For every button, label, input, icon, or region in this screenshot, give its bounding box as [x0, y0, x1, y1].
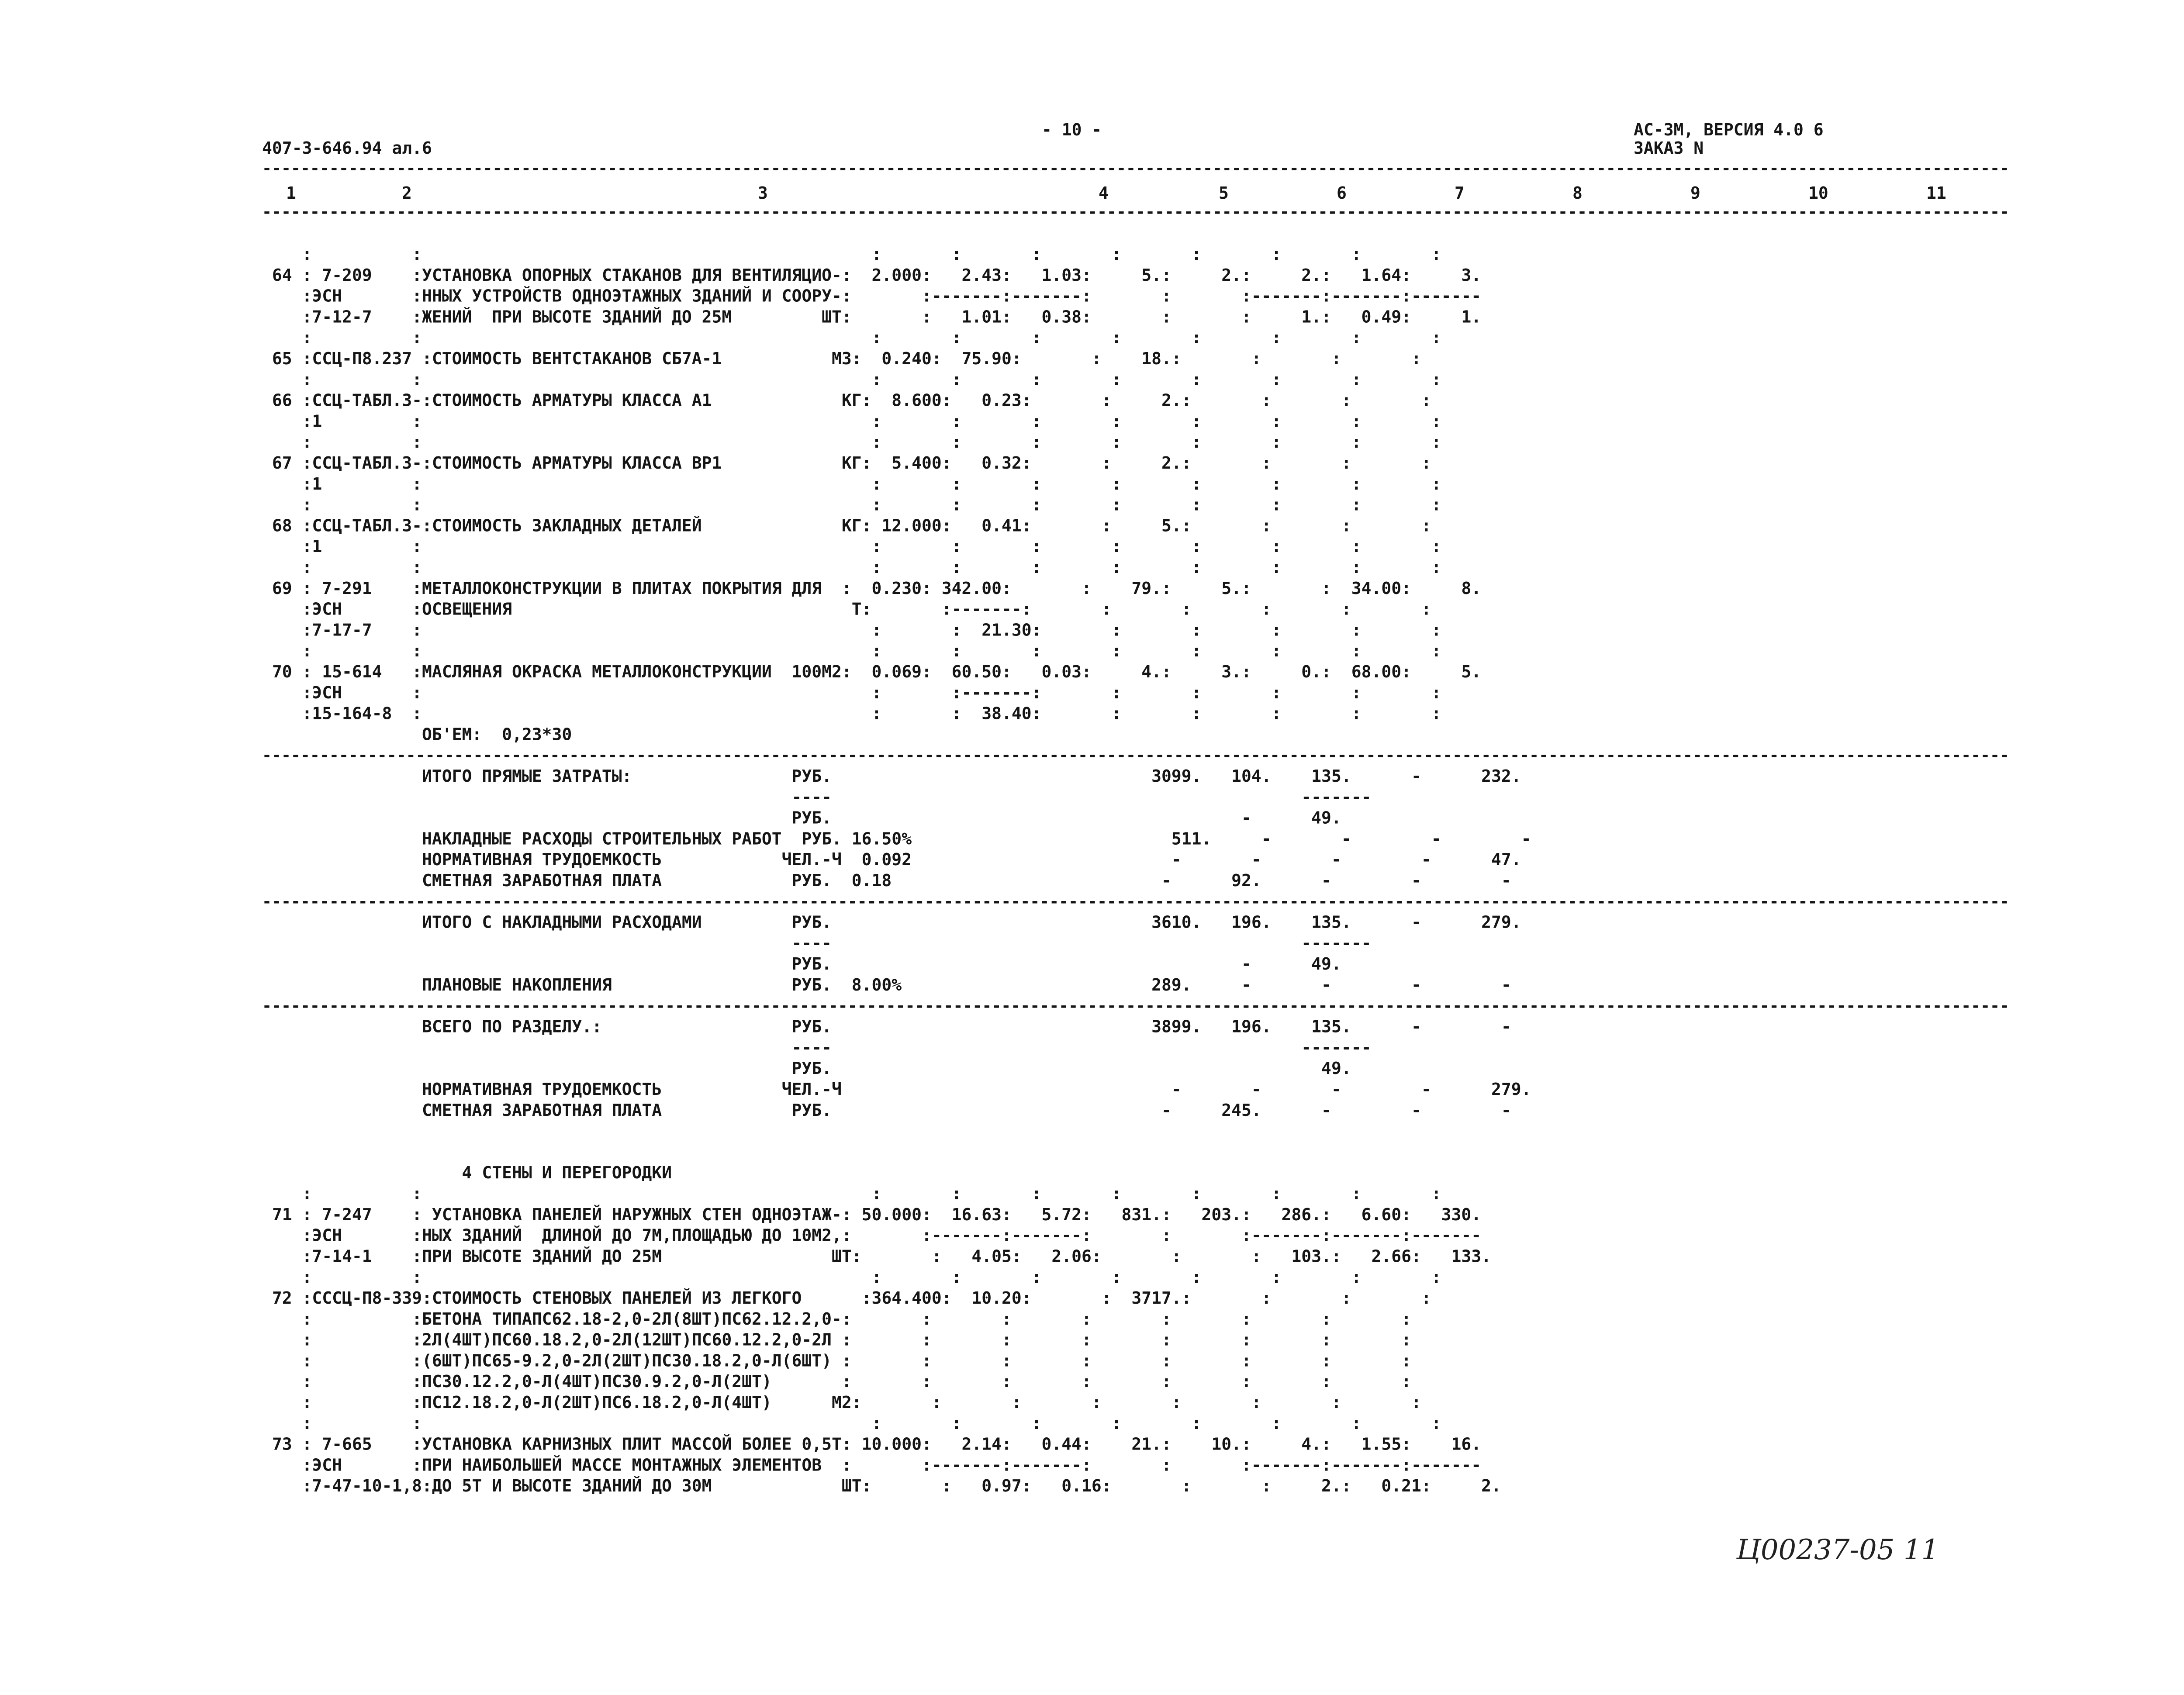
- table-line: :7-14-1 :ПРИ ВЫСОТЕ ЗДАНИЙ ДО 25М ШТ: : 4.05: 2.06: : : 103.: 2.66: 133.: [262, 1246, 1491, 1266]
- handwritten-archive-number: Ц00237-05 11: [1736, 1534, 1939, 1566]
- column-header-9: 9: [1690, 183, 1700, 203]
- table-line: :1 : : : : : : : : :: [262, 411, 1441, 431]
- section-divider: --------------------------------------------------------------------------------------------------------------------------------------------------------------------------------------: [262, 996, 2009, 1015]
- table-line: 4 СТЕНЫ И ПЕРЕГОРОДКИ: [262, 1163, 672, 1183]
- table-line: 66 :ССЦ-ТАБЛ.3-:СТОИМОСТЬ АРМАТУРЫ КЛАССА А1 КГ: 8.600: 0.23: : 2.: : : :: [262, 390, 1431, 410]
- document-code: 407-3-646.94 ал.6: [262, 138, 432, 158]
- table-line: ---- -------: [262, 1038, 1372, 1057]
- table-line: : :БЕТОНА ТИПАПС62.18-2,0-2Л(8ШТ)ПС62.12.2,0-: : : : : : : :: [262, 1309, 1411, 1329]
- column-header-3: 3: [758, 183, 768, 203]
- column-header-11: 11: [1926, 183, 1946, 203]
- table-line: : : : : : : : : : :: [262, 558, 1441, 577]
- table-line: : : : : : : : : : :: [262, 245, 1441, 264]
- table-line: 67 :ССЦ-ТАБЛ.3-:СТОИМОСТЬ АРМАТУРЫ КЛАССА ВР1 КГ: 5.400: 0.32: : 2.: : : :: [262, 453, 1431, 473]
- table-line: :ЭСН :ОСВЕЩЕНИЯ Т: :-------: : : : : :: [262, 599, 1431, 619]
- column-header-4: 4: [1099, 183, 1109, 203]
- column-header-6: 6: [1337, 183, 1347, 203]
- column-header-2: 2: [402, 183, 412, 203]
- table-line: : :ПС30.12.2,0-Л(4ШТ)ПС30.9.2,0-Л(2ШТ) : : : : : : : :: [262, 1372, 1411, 1391]
- table-line: ИТОГО ПРЯМЫЕ ЗАТРАТЫ: РУБ. 3099. 104. 135. - 232.: [262, 766, 1521, 786]
- table-line: : : : : : : : : : :: [262, 328, 1441, 348]
- table-line: ПЛАНОВЫЕ НАКОПЛЕНИЯ РУБ. 8.00% 289. - - - -: [262, 975, 1511, 994]
- order-label: ЗАКАЗ N: [1634, 138, 1704, 158]
- table-line: ВСЕГО ПО РАЗДЕЛУ.: РУБ. 3899. 196. 135. - -: [262, 1017, 1511, 1036]
- column-header-7: 7: [1455, 183, 1465, 203]
- table-line: СМЕТНАЯ ЗАРАБОТНАЯ ПЛАТА РУБ. 0.18 - 92. - - -: [262, 871, 1511, 890]
- section-divider: --------------------------------------------------------------------------------------------------------------------------------------------------------------------------------------: [262, 746, 2009, 765]
- table-line: : :(6ШТ)ПС65-9.2,0-2Л(2ШТ)ПС30.18.2,0-Л(6ШТ) : : : : : : : :: [262, 1351, 1411, 1370]
- table-line: :ЭСН : : :-------: : : : : :: [262, 683, 1441, 702]
- table-line: ИТОГО С НАКЛАДНЫМИ РАСХОДАМИ РУБ. 3610. 196. 135. - 279.: [262, 912, 1521, 932]
- table-line: : : : : : : : : : :: [262, 1413, 1441, 1433]
- column-header-1: 1: [286, 183, 296, 203]
- table-line: НОРМАТИВНАЯ ТРУДОЕМКОСТЬ ЧЕЛ.-Ч - - - - 279.: [262, 1080, 1531, 1099]
- page-number: - 10 -: [1042, 120, 1102, 139]
- table-line: 70 : 15-614 :МАСЛЯНАЯ ОКРАСКА МЕТАЛЛОКОНСТРУКЦИИ 100М2: 0.069: 60.50: 0.03: 4.: 3.: 0.: 68.00: 5.: [262, 662, 1482, 681]
- table-line: ОБ'ЕМ: 0,23*30: [262, 725, 572, 744]
- column-header-8: 8: [1572, 183, 1583, 203]
- table-line: 64 : 7-209 :УСТАНОВКА ОПОРНЫХ СТАКАНОВ ДЛЯ ВЕНТИЛЯЦИО-: 2.000: 2.43: 1.03: 5.: 2.: 2.: 1.64: 3.: [262, 265, 1482, 285]
- table-line: :15-164-8 : : : 38.40: : : : : :: [262, 704, 1441, 723]
- table-line: :ЭСН :ПРИ НАИБОЛЬШЕЙ МАССЕ МОНТАЖНЫХ ЭЛЕМЕНТОВ : :-------:-------: : :-------:-------:-------: [262, 1455, 1482, 1475]
- table-line: НАКЛАДНЫЕ РАСХОДЫ СТРОИТЕЛЬНЫХ РАБОТ РУБ. 16.50% 511. - - - -: [262, 829, 1531, 849]
- table-line: ---- -------: [262, 933, 1372, 953]
- table-line: :1 : : : : : : : : :: [262, 537, 1441, 556]
- header-rule-bottom: --------------------------------------------------------------------------------------------------------------------------------------------------------------------------------------: [262, 202, 2009, 221]
- header-rule-top: --------------------------------------------------------------------------------------------------------------------------------------------------------------------------------------: [262, 159, 2009, 178]
- table-line: : : : : : : : : : :: [262, 1184, 1441, 1203]
- table-line: :7-17-7 : : : 21.30: : : : : :: [262, 620, 1441, 640]
- table-line: 65 :ССЦ-П8.237 :СТОИМОСТЬ ВЕНТСТАКАНОВ СБ7А-1 М3: 0.240: 75.90: : 18.: : : :: [262, 349, 1421, 368]
- table-line: :7-47-10-1,8:ДО 5Т И ВЫСОТЕ ЗДАНИЙ ДО 30М ШТ: : 0.97: 0.16: : : 2.: 0.21: 2.: [262, 1476, 1501, 1496]
- table-line: : : : : : : : : : :: [262, 495, 1441, 514]
- table-line: РУБ. - 49.: [262, 954, 1341, 974]
- table-line: : : : : : : : : : :: [262, 369, 1441, 389]
- table-line: 69 : 7-291 :МЕТАЛЛОКОНСТРУКЦИИ В ПЛИТАХ ПОКРЫТИЯ ДЛЯ : 0.230: 342.00: : 79.: 5.: : 34.00: 8.: [262, 578, 1482, 598]
- table-line: : : : : : : : : : :: [262, 641, 1441, 661]
- table-line: :1 : : : : : : : : :: [262, 474, 1441, 494]
- table-line: :7-12-7 :ЖЕНИЙ ПРИ ВЫСОТЕ ЗДАНИЙ ДО 25М ШТ: : 1.01: 0.38: : : 1.: 0.49: 1.: [262, 307, 1482, 327]
- table-line: : :2Л(4ШТ)ПС60.18.2,0-2Л(12ШТ)ПС60.12.2,0-2Л : : : : : : : :: [262, 1330, 1411, 1350]
- table-line: :ЭСН :ННЫХ УСТРОЙСТВ ОДНОЭТАЖНЫХ ЗДАНИЙ И СООРУ-: :-------:-------: : :-------:-------:-------: [262, 286, 1482, 306]
- table-line: : :ПС12.18.2,0-Л(2ШТ)ПС6.18.2,0-Л(4ШТ) М2: : : : : : : :: [262, 1393, 1421, 1412]
- table-line: ---- -------: [262, 787, 1372, 807]
- column-header-10: 10: [1808, 183, 1828, 203]
- table-line: РУБ. 49.: [262, 1059, 1351, 1078]
- table-line: НОРМАТИВНАЯ ТРУДОЕМКОСТЬ ЧЕЛ.-Ч 0.092 - - - - 47.: [262, 850, 1521, 870]
- table-line: : : : : : : : : : :: [262, 1267, 1441, 1287]
- table-line: :ЭСН :НЫХ ЗДАНИЙ ДЛИНОЙ ДО 7М,ПЛОЩАДЬЮ ДО 10М2,: :-------:-------: : :-------:-------:-------: [262, 1226, 1482, 1245]
- section-divider: --------------------------------------------------------------------------------------------------------------------------------------------------------------------------------------: [262, 891, 2009, 911]
- program-version: АС-3М, ВЕРСИЯ 4.0 6: [1634, 120, 1824, 139]
- column-header-5: 5: [1219, 183, 1229, 203]
- table-line: 71 : 7-247 : УСТАНОВКА ПАНЕЛЕЙ НАРУЖНЫХ СТЕН ОДНОЭТАЖ-: 50.000: 16.63: 5.72: 831.: 203.: 286.: 6.60: 330.: [262, 1205, 1482, 1224]
- table-line: 68 :ССЦ-ТАБЛ.3-:СТОИМОСТЬ ЗАКЛАДНЫХ ДЕТАЛЕЙ КГ: 12.000: 0.41: : 5.: : : :: [262, 516, 1431, 535]
- table-line: : : : : : : : : : :: [262, 432, 1441, 452]
- table-line: 73 : 7-665 :УСТАНОВКА КАРНИЗНЫХ ПЛИТ МАССОЙ БОЛЕЕ 0,5Т: 10.000: 2.14: 0.44: 21.: 10.: 4.: 1.55: 16.: [262, 1434, 1482, 1454]
- table-line: 72 :СССЦ-П8-339:СТОИМОСТЬ СТЕНОВЫХ ПАНЕЛЕЙ ИЗ ЛЕГКОГО :364.400: 10.20: : 3717.: : : :: [262, 1288, 1431, 1308]
- table-line: СМЕТНАЯ ЗАРАБОТНАЯ ПЛАТА РУБ. - 245. - - -: [262, 1100, 1511, 1120]
- table-line: РУБ. - 49.: [262, 808, 1341, 828]
